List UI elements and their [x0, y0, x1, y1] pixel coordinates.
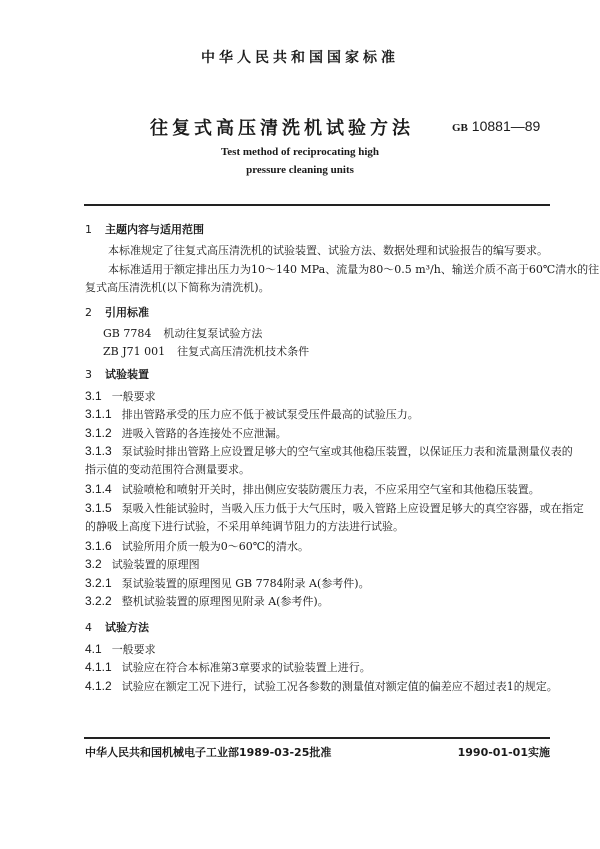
effective-date: 1990-01-01实施 — [457, 746, 550, 759]
clause — [85, 660, 550, 675]
clause-text: 泵试验装置的原理图见 GB 7784附录 A(参考件)。 — [121, 577, 370, 590]
header-rule — [84, 204, 550, 206]
reference-code: GB 7784 — [103, 327, 152, 340]
section-title: 试验装置 — [105, 368, 149, 381]
clause-text: 排出管路承受的压力应不低于被试泵受压件最高的试验压力。 — [121, 408, 419, 421]
section-title: 主题内容与适用范围 — [105, 223, 204, 236]
clause-number: 3.1.1 — [85, 407, 112, 421]
clause-text: 一般要求 — [111, 390, 156, 403]
reference-item — [103, 327, 568, 341]
clause-text: 试验装置的原理图 — [111, 558, 200, 571]
clause-continuation: 指示值的变动范围符合测量要求。 — [85, 463, 250, 476]
clause — [85, 576, 550, 591]
clause-text: 试验应在符合本标准第3章要求的试验装置上进行。 — [121, 661, 371, 674]
clause-text: 试验喷枪和喷射开关时，排出侧应安装防震压力表，不应采用空气室和其他稳压装置。 — [121, 483, 540, 496]
clause — [85, 642, 550, 657]
clause-text: 试验所用介质一般为0～60℃的清水。 — [121, 540, 310, 553]
clause — [85, 426, 550, 441]
paragraph: 本标准规定了往复式高压清洗机的试验装置、试验方法、数据处理和试验报告的编写要求。 — [108, 244, 548, 257]
document-title: 往复式高压清洗机试验方法 — [150, 118, 414, 139]
section-number: 3 — [85, 368, 92, 381]
clause — [85, 389, 550, 404]
clause-number: 3.1.3 — [85, 444, 112, 458]
clause — [85, 501, 584, 516]
code-prefix: GB — [452, 122, 468, 134]
clause-number: 3.1 — [85, 389, 102, 403]
clause-number: 4.1.1 — [85, 660, 112, 674]
clause-number: 3.2 — [85, 557, 102, 571]
approval-note: 中华人民共和国机械电子工业部1989-03-25批准 — [85, 746, 332, 759]
section-number: 2 — [85, 306, 92, 319]
footer-rule — [84, 737, 550, 739]
section-heading-1 — [85, 221, 204, 237]
issuer-heading: 中华人民共和国国家标准 — [201, 50, 399, 66]
clause-continuation: 的静吸上高度下进行试验，不采用单纯调节阻力的方法进行试验。 — [85, 520, 404, 533]
clause — [85, 539, 550, 554]
clause — [85, 679, 558, 694]
clause-number: 3.2.2 — [85, 594, 112, 608]
clause-number: 4.1 — [85, 642, 102, 656]
clause — [85, 407, 550, 422]
paragraph: 本标准适用于额定排出压力为10～140 MPa、流量为80～0.5 m³/h、输送介质不高于60℃清水的往 — [108, 263, 600, 276]
standard-code — [452, 118, 540, 134]
clause-text: 泵试验时排出管路上应设置足够大的空气室或其他稳压装置，以保证压力表和流量测量仪表的 — [121, 445, 573, 458]
clause-number: 3.1.6 — [85, 539, 112, 553]
clause-number: 3.1.4 — [85, 482, 112, 496]
clause-text: 进吸入管路的各连接处不应泄漏。 — [121, 427, 287, 440]
clause — [85, 444, 573, 459]
section-number: 4 — [85, 621, 92, 634]
clause — [85, 482, 550, 497]
reference-item — [103, 345, 568, 359]
section-title: 试验方法 — [105, 621, 149, 634]
clause-text: 整机试验装置的原理图见附录 A(参考件)。 — [121, 595, 329, 608]
reference-name: 往复式高压清洗机技术条件 — [177, 345, 310, 358]
clause-text: 试验应在额定工况下进行，试验工况各参数的测量值对额定值的偏差应不超过表1的规定。 — [121, 680, 558, 693]
english-title-line2: pressure cleaning units — [246, 164, 354, 176]
section-heading-2 — [85, 304, 149, 320]
reference-code: ZB J71 001 — [103, 345, 166, 358]
section-heading-3 — [85, 366, 149, 382]
clause-number: 3.2.1 — [85, 576, 112, 590]
code-number: 10881—89 — [471, 118, 541, 134]
paragraph: 复式高压清洗机(以下简称为清洗机)。 — [85, 281, 270, 294]
reference-name: 机动往复泵试验方法 — [163, 327, 263, 340]
english-title-line1: Test method of reciprocating high — [220, 146, 380, 158]
clause — [85, 594, 550, 609]
clause-number: 3.1.2 — [85, 426, 112, 440]
clause-text: 一般要求 — [111, 643, 156, 656]
clause — [85, 557, 550, 572]
section-title: 引用标准 — [105, 306, 149, 319]
section-number: 1 — [85, 223, 92, 236]
clause-text: 泵吸入性能试验时，当吸入压力低于大气压时，吸入管路上应设置足够大的真空容器，或在指定 — [121, 502, 584, 515]
clause-number: 3.1.5 — [85, 501, 112, 515]
clause-number: 4.1.2 — [85, 679, 112, 693]
section-heading-4 — [85, 619, 149, 635]
